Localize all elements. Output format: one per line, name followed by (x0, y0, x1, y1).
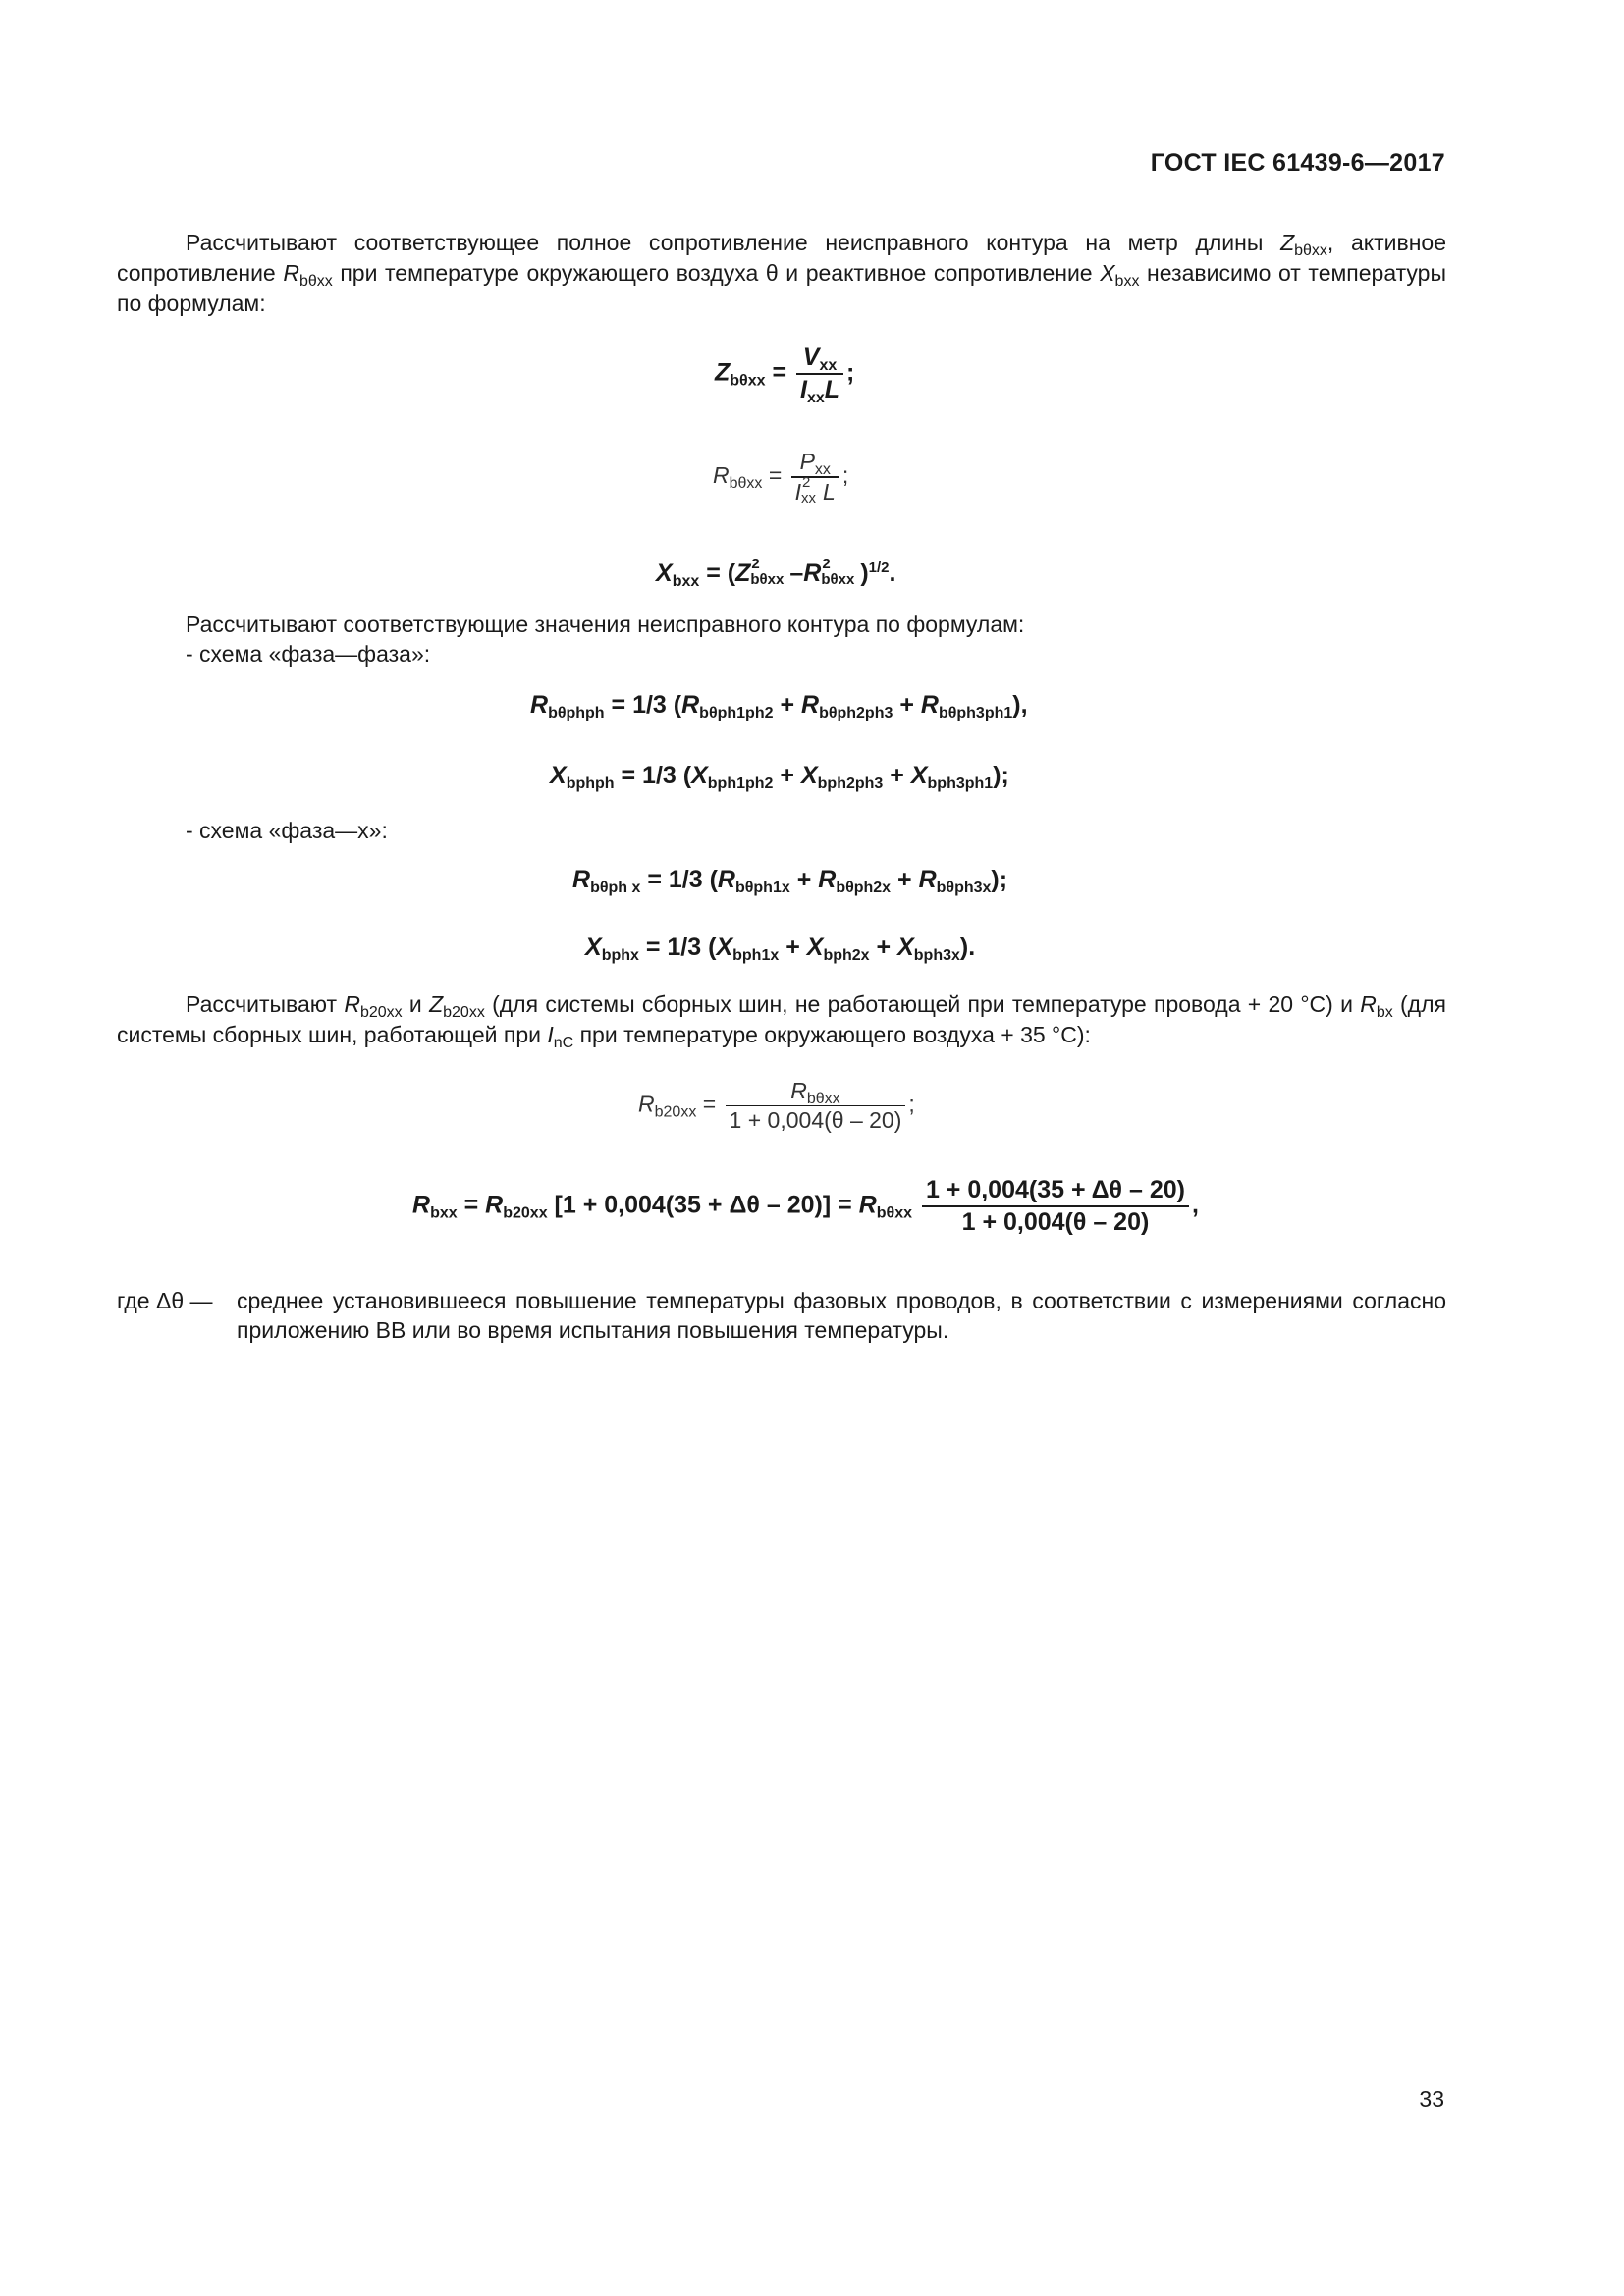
page-number: 33 (1419, 2086, 1444, 2111)
footnote-delta-theta (117, 1286, 1446, 1345)
footnote-text: среднее установившееся повышение температуры фазовых проводов, в соответствии с измерениями согласно приложению ВВ или во время испытания повышения температуры. (237, 1288, 1446, 1343)
formula-x-bphph: $X_{bphph} = 1/3$ $(X_{bph1ph2} + X_{bph2ph3} + X_{bph3ph1})$; (550, 762, 1009, 792)
formula-r-bthetaphx: $R_{b\theta ph x} = 1/3$ $(R_{b\theta ph1x} + R_{b\theta ph2x} + R_{b\theta ph3x})$; (572, 866, 1008, 896)
scheme-phase-phase-label: - схема «фаза—фаза»: (186, 641, 431, 667)
formula-x-bxx: $X_{bxx} = (Z$ 2 bθxx –R 2 bθxx )$^{1/2}$. (656, 556, 896, 590)
formula-r-bxx: $R_{bxx} = R_{b20xx}$ $[1 + 0,004(35 + \Delta\theta - 20)] = R_{b\theta xx}$ $\frac{1 + 0,004(35 + \Delta\theta - 20)}{1 + 0,004(\theta - 20)}$ , (412, 1176, 1199, 1236)
footnote-label: где Δθ — (117, 1288, 213, 1313)
paragraph-intro: Рассчитывают соответствующее полное сопротивление неисправного контура на метр длины $Z_{b\theta xx}$, активное сопротивление $R_{b\theta xx}$ при температуре окружающего воздуха θ и реактивное сопротивление $X_{bxx}$ независимо от температуры по формулам: (117, 230, 1446, 316)
formula-z-btheta-xx: $Z_{b\theta xx}$ = $\frac{V_{xx}}{I_{xx}L}$ ; (715, 344, 855, 406)
formula-x-bphx: $X_{bphx} = 1/3$ $(X_{bph1x} + X_{bph2x} + X_{bph3x})$. (585, 934, 976, 964)
formula-r-bthetaphph: $R_{b\theta phph} = 1/3$ $(R_{b\theta ph1ph2} + R_{b\theta ph2ph3} + R_{b\theta ph3ph1})$, (530, 691, 1028, 721)
scheme-phase-x-label: - схема «фаза—х»: (186, 818, 388, 843)
formula-r-btheta-xx: $R_{b\theta xx}$ = $P_{xx}$ I 2 xx L ; (713, 449, 849, 507)
document-header: ГОСТ IEC 61439-6—2017 (1150, 149, 1445, 177)
paragraph-values: Рассчитывают соответствующие значения неисправного контура по формулам: (186, 612, 1025, 637)
formula-r-b20xx: $R_{b20xx}$ = $\frac{R_{b\theta xx}}{1 + 0,004(\theta - 20)}$ ; (638, 1078, 915, 1133)
paragraph-r-b20xx: Рассчитывают $R_{b20xx}$ и $Z_{b20xx}$ (для системы сборных шин, не работающей при температуре провода + 20 °С) и $R_{bx}$ (для системы сборных шин, работающей при $I_{nC}$ при температуре окружающего воздуха + 35 °С): (117, 991, 1446, 1051)
